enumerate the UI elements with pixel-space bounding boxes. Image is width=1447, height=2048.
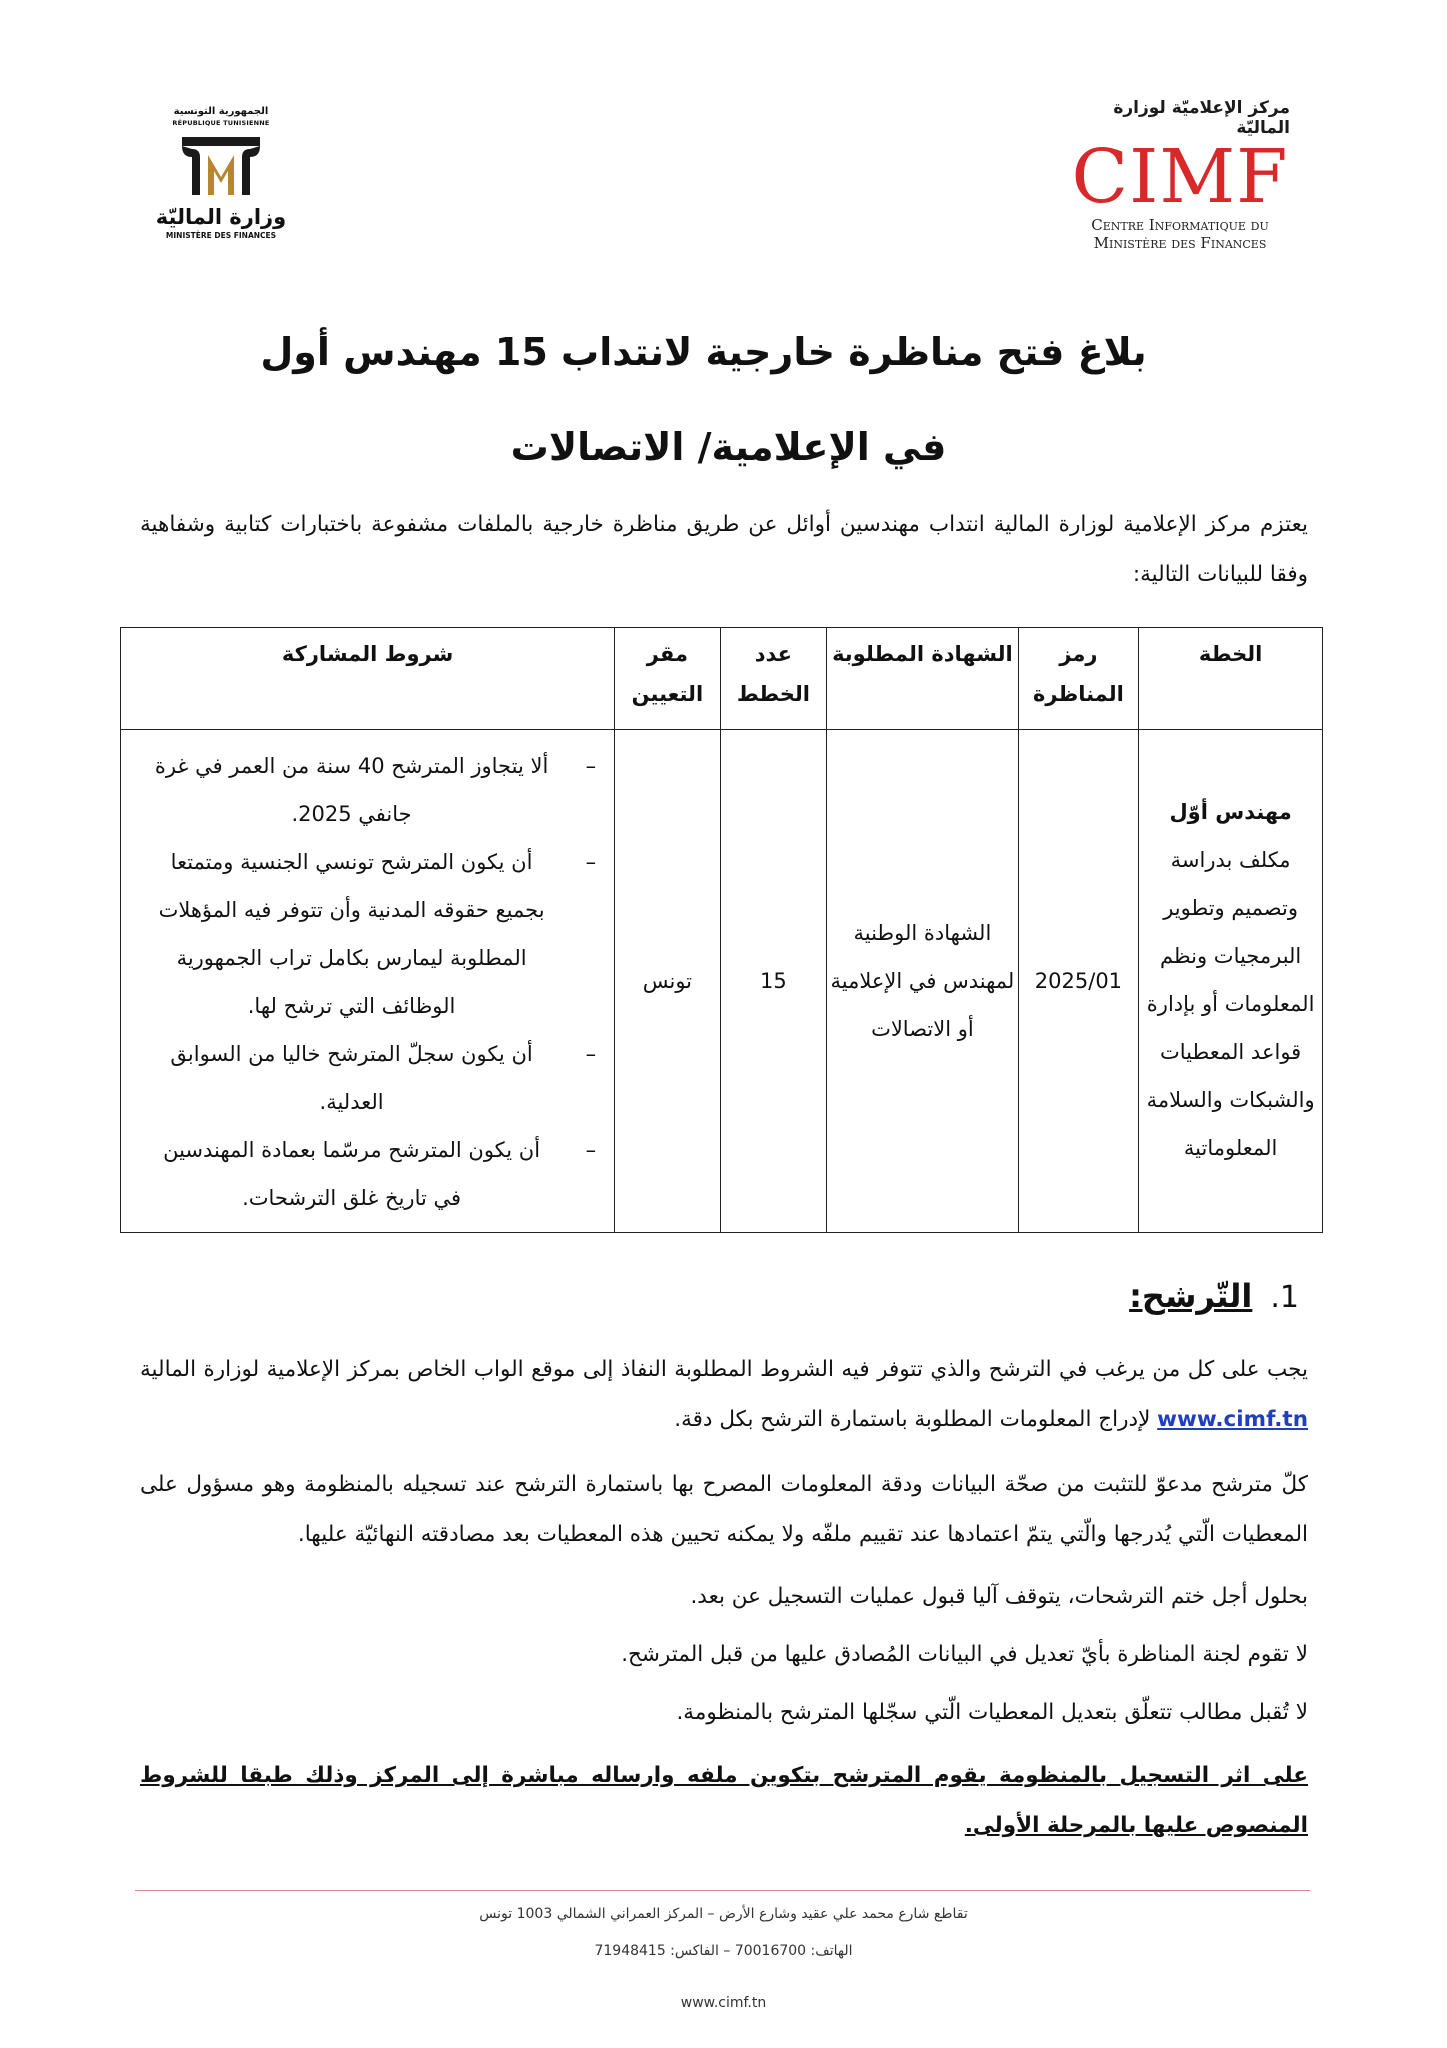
header-place: مقر التعيين <box>615 628 721 730</box>
header-plan: الخطة <box>1139 628 1323 730</box>
registration-paragraph-4: لا تقوم لجنة المناظرة بأيّ تعديل في البيانات المُصادق عليها من قبل المترشح. <box>621 1642 1308 1667</box>
announcement-title-line-1: بلاغ فتح مناظرة خارجية لانتداب 15 مهندس أول <box>260 330 1147 374</box>
plan-description: مكلف بدراسة وتصميم وتطوير البرمجيات ونظم المعلومات أو بإدارة قواعد المعطيات والشبكات والسلامة المعلوماتية <box>1146 848 1315 1160</box>
cell-count: 15 <box>720 730 827 1233</box>
ministry-logo <box>140 102 302 272</box>
registration-paragraph-3: بحلول أجل ختم الترشحات، يتوقف آليا قبول عمليات التسجيل عن بعد. <box>690 1584 1308 1609</box>
cell-conditions <box>121 730 615 1233</box>
header-certificate: الشهادة المطلوبة <box>827 628 1018 730</box>
condition-item: – أن يكون المترشح تونسي الجنسية ومتمتعا بجميع حقوقه المدنية وأن تتوفر فيه المؤهلات المطلوبة ليمارس بكامل تراب الجمهورية الوظائف التي ترشح لها. <box>147 838 602 1030</box>
section-1-number: 1. <box>1270 1280 1299 1315</box>
registration-paragraph-6: على اثر التسجيل بالمنظومة يقوم المترشح بتكوين ملفه وارساله مباشرة إلى المركز وذلك طبقا للشروط المنصوص عليها بالمرحلة الأولى. <box>140 1763 1308 1838</box>
table-row <box>121 730 1323 1233</box>
footer-divider <box>135 1890 1310 1891</box>
footer-address: تقاطع شارع محمد علي عقيد وشارع الأرض – المركز العمراني الشمالي 1003 تونس <box>479 1906 968 1922</box>
plan-title: مهندس أوّل <box>1169 800 1292 824</box>
cimf-fr-line-2: Ministère des Finances <box>1093 234 1267 252</box>
announcement-title-line-2: في الإعلامية/ الاتصالات <box>510 425 947 469</box>
condition-item: – أن يكون سجلّ المترشح خاليا من السوابق العدلية. <box>147 1030 602 1126</box>
intro-paragraph: يعتزم مركز الإعلامية لوزارة المالية انتداب مهندسين أوائل عن طريق مناظرة خارجية بالملفات مشفوعة باختبارات كتابية وشفاهية وفقا للبيانات التالية: <box>140 512 1308 587</box>
section-1-title: التّرشح: <box>1129 1277 1253 1315</box>
cell-place: تونس <box>615 730 721 1233</box>
header-conditions: شروط المشاركة <box>121 628 615 730</box>
cell-plan <box>1139 730 1323 1233</box>
p1-text-after-link: لإدراج المعلومات المطلوبة باستمارة الترشح بكل دقة. <box>674 1407 1151 1432</box>
ministry-column-emblem-icon <box>178 133 264 203</box>
p1-text-before-link: يجب على كل من يرغب في الترشح والذي تتوفر فيه الشروط المطلوبة النفاذ إلى موقع الواب الخاص بمركز الإعلامية لوزارة المالية <box>140 1357 1308 1382</box>
conditions-list <box>147 742 602 1222</box>
cimf-center-ar-label: مركز الإعلاميّة لوزارة الماليّة <box>1113 98 1290 138</box>
section-1-heading <box>1129 1277 1299 1315</box>
condition-item: – أن يكون المترشح مرسّما بعمادة المهندسين في تاريخ غلق الترشحات. <box>147 1126 602 1222</box>
cell-code: 2025/01 <box>1018 730 1139 1233</box>
cimf-fr-line-1: Centre Informatique du <box>1091 216 1269 234</box>
registration-paragraph-1 <box>140 1345 1308 1445</box>
cimf-website-link[interactable]: www.cimf.tn <box>1157 1407 1308 1432</box>
header-code: رمز المناظرة <box>1018 628 1139 730</box>
table-header-row <box>121 628 1323 730</box>
cimf-logo <box>1060 98 1300 258</box>
footer-website: www.cimf.tn <box>680 1995 767 2011</box>
cell-certificate: الشهادة الوطنية لمهندس في الإعلامية أو الاتصالات <box>827 730 1018 1233</box>
registration-paragraph-2: كلّ مترشح مدعوّ للتثبت من صحّة البيانات ودقة المعلومات المصرح بها باستمارة الترشح عند تسجيله بالمنظومة وهو مسؤول على المعطيات الّتي يُدرجها والّتي يتمّ اعتمادها عند تقييم ملفّه ولا يمكنه تحيين هذه المعطيات بعد مصادقته النهائيّة عليها. <box>140 1472 1308 1547</box>
condition-item: – ألا يتجاوز المترشح 40 سنة من العمر في غرة جانفي 2025. <box>147 742 602 838</box>
republic-fr-label: RÉPUBLIQUE TUNISIENNE <box>172 119 270 127</box>
ministry-ar-label: وزارة الماليّة <box>155 205 287 229</box>
cimf-brand-wordmark: CIMF <box>1071 134 1289 220</box>
positions-table <box>120 627 1323 1233</box>
header-count: عدد الخطط <box>720 628 827 730</box>
footer-phone-fax: الهاتف: 70016700 – الفاكس: 71948415 <box>594 1943 853 1959</box>
registration-paragraph-5: لا تُقبل مطالب تتعلّق بتعديل المعطيات الّتي سجّلها المترشح بالمنظومة. <box>676 1700 1308 1725</box>
republic-ar-label: الجمهورية التونسية <box>173 106 269 117</box>
ministry-fr-label: MINISTÈRE DES FINANCES <box>165 231 277 240</box>
